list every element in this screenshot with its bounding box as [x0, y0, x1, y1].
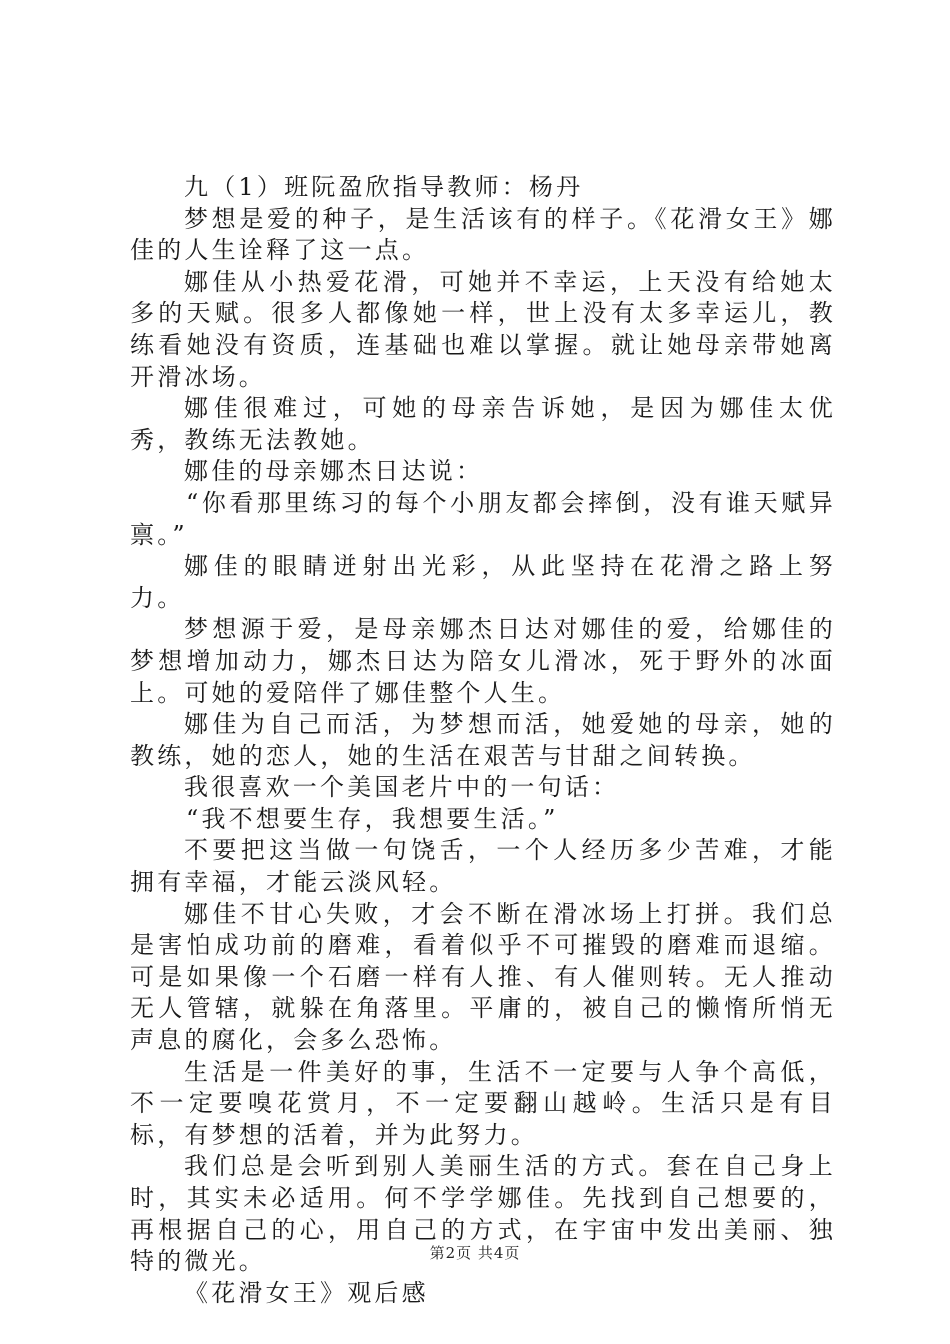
essay-body [130, 172, 836, 1309]
paragraph: 我们总是会听到别人美丽生活的方式。套在自己身上时，其实未必适用。何不学学娜佳。先找到自己想要的，再根据自己的心，用自己的方式，在宇宙中发出美丽、独特的微光。 [130, 1152, 836, 1276]
paragraph: 娜佳的母亲娜杰日达说： [184, 457, 484, 486]
paragraph: 我很喜欢一个美国老片中的一句话： [184, 773, 620, 802]
paragraph: 娜佳的眼睛迸射出光彩，从此坚持在花滑之路上努力。 [130, 552, 836, 612]
paragraph: 梦想源于爱，是母亲娜杰日达对娜佳的爱，给娜佳的梦想增加动力，娜杰日达为陪女儿滑冰，死于野外的冰面上。可她的爱陪伴了娜佳整个人生。 [130, 615, 836, 707]
closing-title: 《花滑女王》观后感 [184, 1278, 429, 1307]
paragraph: 不要把这当做一句饶舌，一个人经历多少苦难，才能拥有幸福，才能云淡风轻。 [130, 836, 836, 897]
paragraph: 娜佳很难过，可她的母亲告诉她，是因为娜佳太优秀，教练无法教她。 [130, 394, 836, 454]
quote-paragraph: “你看那里练习的每个小朋友都会摔倒，没有谁天赋异禀。” [130, 488, 836, 549]
paragraph: 娜佳从小热爱花滑，可她并不幸运，上天没有给她太多的天赋。很多人都像她一样，世上没有太多幸运儿，教练看她没有资质，连基础也难以掌握。就让她母亲带她离开滑冰场。 [130, 267, 836, 391]
quote-paragraph: “我不想要生存，我想要生活。” [186, 804, 559, 833]
paragraph: 娜佳为自己而活，为梦想而活，她爱她的母亲，她的教练，她的恋人，她的生活在艰苦与甘甜之间转换。 [130, 710, 836, 770]
paragraph: 娜佳不甘心失败，才会不断在滑冰场上打拼。我们总是害怕成功前的磨难，看着似乎不可摧毁的磨难而退缩。可是如果像一个石磨一样有人推、有人催则转。无人推动无人管辖，就躲在角落里。平庸的，被自己的懒惰所悄无声息的腐化，会多么恐怖。 [130, 899, 836, 1055]
paragraph: 生活是一件美好的事，生活不一定要与人争个高低，不一定要嗅花赏月，不一定要翻山越岭。生活只是有目标，有梦想的活着，并为此努力。 [130, 1057, 836, 1149]
paragraph: 梦想是爱的种子，是生活该有的样子。《花滑女王》娜佳的人生诠释了这一点。 [130, 204, 836, 265]
author-line: 九（1）班阮盈欣指导教师：杨丹 [184, 173, 584, 201]
page-number-footer: 第2页 共4页 [429, 1244, 521, 1262]
